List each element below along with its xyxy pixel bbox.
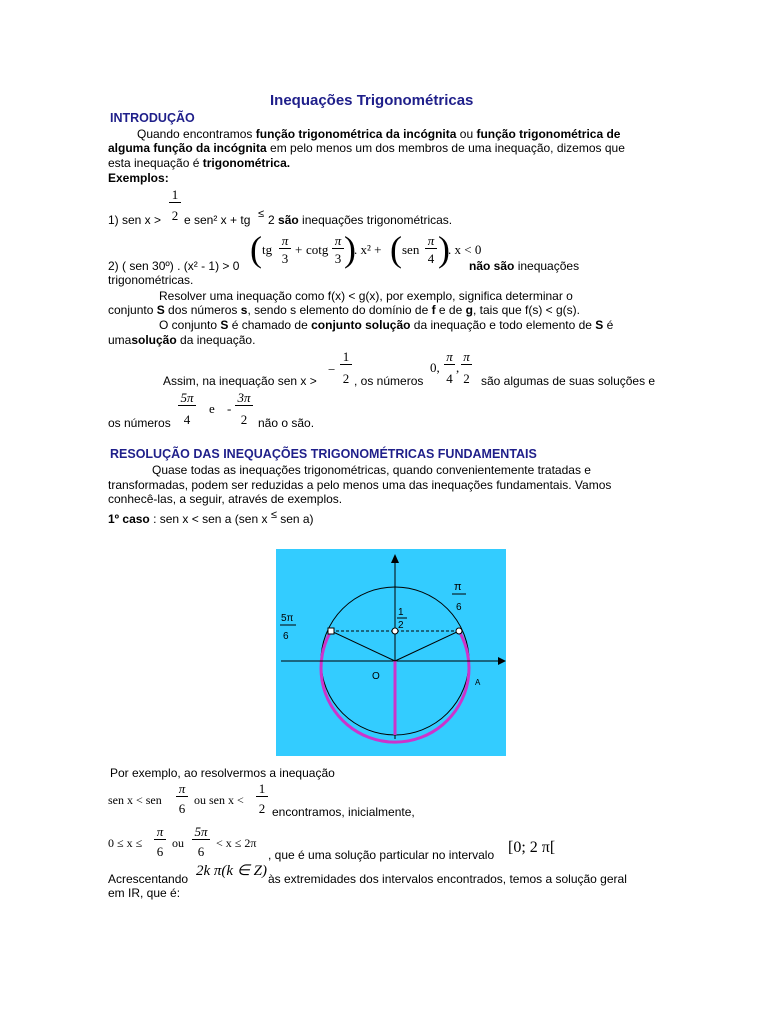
unit-circle-svg: [276, 549, 506, 756]
resolution-line3: conhecê-las, a seguir, através de exemplos.: [108, 492, 343, 506]
intro-paragraph-line2: alguma função da incógnita em pelo menos um dos membros de uma inequação, dizemos que: [108, 141, 625, 155]
solution-set-line1: O conjunto S é chamado de conjunto solução da inequação e todo elemento de S é: [159, 318, 614, 332]
example-1-start: 1) sen x >: [108, 213, 162, 227]
radius-5pi6: [331, 631, 395, 661]
minus-half-fraction: − 1 2: [328, 350, 354, 390]
assim-text: Assim, na inequação sen x >: [163, 374, 317, 388]
intro-paragraph-line3: esta inequação é trigonométrica.: [108, 156, 291, 170]
general-solution-text: às extremidades dos intervalos encontrados, temos a solução geral: [268, 872, 627, 886]
page-title: Inequações Trigonométricas: [270, 92, 474, 109]
period-expression: 2k π(k ∈ Z): [196, 863, 267, 879]
point-a-label: A: [475, 678, 481, 687]
fivepi-label: 5π: [281, 613, 294, 624]
intro-paragraph-line1: Quando encontramos função trigonométrica da incógnita ou função trigonométrica de: [137, 127, 621, 141]
example-2-start: 2) ( sen 30º) . (x² - 1) > 0: [108, 259, 240, 273]
point-pi6: [456, 628, 462, 634]
particular-solution: 0 ≤ x ≤ π 6 ou 5π 6 < x ≤ 2π: [108, 824, 257, 859]
general-solution-text-2: em IR, que é:: [108, 886, 181, 900]
example-inequation: sen x < sen π 6 ou sen x < 1 2: [108, 780, 273, 820]
interval: [0; 2 π[: [508, 839, 556, 856]
definition-line2: conjunto S dos números s, sendo s elemento do domínio de f e de g, tais que f(s) < g(s).: [108, 303, 580, 317]
example-2-continuation: trigonométricas.: [108, 273, 194, 287]
example-1-middle: e sen² x + tg: [184, 213, 251, 227]
case-1: 1º caso : sen x < sen a (sen x ≤ sen a): [108, 509, 314, 526]
solution-numbers: 0, π 4 , π 2: [430, 350, 476, 390]
non-solutions-text: os números: [108, 416, 171, 430]
particular-solution-text: , que é uma solução particular no intervalo: [268, 848, 495, 862]
non-solution-numbers: 5π 4 e - 3π 2: [178, 391, 258, 431]
assim-end: são algumas de suas soluções e: [481, 374, 656, 388]
unit-circle-figure: [276, 549, 506, 756]
non-solutions-end: não o são.: [258, 416, 315, 430]
half-num-label: 1: [398, 607, 404, 618]
resolution-line2: transformadas, podem ser reduzidas a pelo menos uma das inequações fundamentais. Vamos: [108, 478, 612, 492]
add-text: Acrescentando: [108, 872, 189, 886]
point-5pi6: [328, 628, 334, 634]
definition-line1: Resolver uma inequação como f(x) < g(x), por exemplo, significa determinar o: [159, 289, 573, 303]
solution-set-line2: umasolução da inequação.: [108, 333, 256, 347]
resolution-line1: Quase todas as inequações trigonométricas, quando convenientemente tratadas e: [152, 463, 591, 477]
example-intro: Por exemplo, ao resolvermos a inequação: [110, 766, 335, 780]
examples-label: Exemplos:: [108, 171, 169, 185]
half-den-label: 2: [398, 620, 404, 631]
fivepi-den-label: 6: [283, 631, 289, 642]
intro-heading: INTRODUÇÃO: [110, 111, 195, 125]
resolution-heading: RESOLUÇÃO DAS INEQUAÇÕES TRIGONOMÉTRICAS FUNDAMENTAIS: [110, 447, 537, 461]
example-1-fraction: 1 2: [169, 188, 181, 223]
leq-symbol: ≤: [258, 208, 265, 220]
found-text: encontramos, inicialmente,: [272, 805, 415, 819]
radius-pi6: [395, 631, 459, 661]
example-2-end: não são inequações: [469, 259, 580, 273]
pi-label: π: [454, 581, 462, 593]
pi-den-label: 6: [456, 602, 462, 613]
y-axis-arrow: [391, 554, 399, 563]
assim-numbers-text: , os números: [354, 374, 424, 388]
origin-label: O: [372, 671, 380, 682]
x-axis-arrow: [498, 657, 506, 665]
example-1-end: 2 são inequações trigonométricas.: [268, 213, 453, 227]
